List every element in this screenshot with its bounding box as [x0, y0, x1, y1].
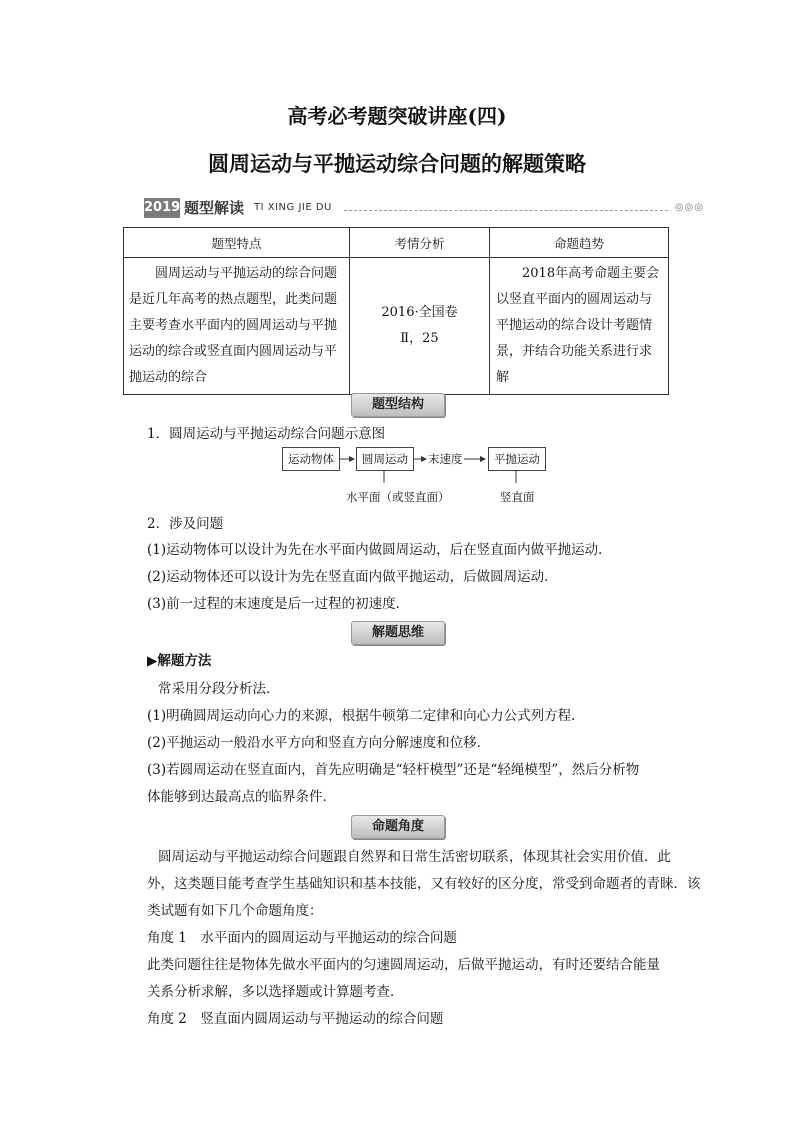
angles-intro-3: 类试题有如下几个命题角度：	[147, 903, 323, 919]
angle-2-title: 角度 2 竖直面内圆周运动与平抛运动的综合问题	[147, 1011, 444, 1027]
overview-table	[123, 227, 669, 395]
cell-trend	[490, 258, 669, 395]
lecture-title: 高考必考题突破讲座(四)	[287, 104, 507, 128]
analysis-line1: 2016·全国卷	[381, 305, 458, 320]
flow-label-plane: 水平面（或竖直面）	[346, 490, 450, 504]
angles-intro-1: 圆周运动与平抛运动综合问题跟自然界和日常生活密切联系，体现其社会实用价值．此	[158, 849, 671, 865]
method-intro: 常采用分段分析法．	[158, 681, 280, 697]
header-analysis: 考情分析	[350, 228, 490, 258]
header-trend: 命题趋势	[490, 228, 669, 258]
table-row	[124, 258, 669, 395]
lecture-subtitle: 圆周运动与平抛运动综合问题的解题策略	[208, 151, 586, 176]
banner-year: 2019	[144, 198, 180, 218]
issue-3: (3)前一过程的末速度是后一过程的初速度．	[147, 596, 410, 612]
flow-label-vertical: 竖直面	[500, 490, 535, 504]
flow-box-circular: 圆周运动	[356, 447, 414, 471]
method-heading: ▶解题方法	[147, 653, 212, 669]
cell-features	[124, 258, 350, 395]
issue-2: (2)运动物体还可以设计为先在竖直面内做平抛运动，后做圆周运动．	[147, 569, 558, 585]
banner-label-english: TI XING JIE DU	[254, 202, 332, 213]
flow-label-velocity: 末速度	[428, 452, 463, 466]
structure-item2: 2．涉及问题	[147, 516, 224, 532]
banner-label: 题型解读	[184, 199, 245, 217]
angle-1-title: 角度 1 水平面内的圆周运动与平抛运动的综合问题	[147, 930, 457, 946]
tab-thinking: 解题思维	[351, 621, 445, 645]
flow-box-projectile: 平抛运动	[488, 447, 546, 471]
analysis-line2: Ⅱ，25	[400, 331, 439, 346]
angle-1-line-2: 关系分析求解，多以选择题或计算题考查．	[147, 984, 404, 1000]
table-header-row	[124, 228, 669, 258]
section-banner	[144, 198, 704, 218]
tab-angles: 命题角度	[351, 815, 445, 839]
trend-text: 2018年高考命题主要会以竖直平面内的圆周运动与平抛运动的综合设计考题情景，并结合功能关系进行求解	[496, 266, 660, 385]
method-step-3-cont: 体能够到达最高点的临界条件．	[147, 789, 336, 805]
angles-intro-2: 外，这类题目能考查学生基础知识和基本技能，又有较好的区分度，常受到命题者的青睐．该	[147, 876, 701, 892]
banner-dots-icon: ◎◎◎	[674, 202, 704, 213]
issue-1: (1)运动物体可以设计为先在水平面内做圆周运动，后在竖直面内做平抛运动．	[147, 542, 612, 558]
features-text: 圆周运动与平抛运动的综合问题是近几年高考的热点题型，此类问题主要考查水平面内的圆周运动与平抛运动的综合或竖直面内圆周运动与平抛运动的综合	[129, 266, 338, 385]
method-step-1: (1)明确圆周运动向心力的来源，根据牛顿第二定律和向心力公式列方程．	[147, 708, 585, 724]
banner-rule	[344, 210, 668, 211]
method-step-2: (2)平抛运动一般沿水平方向和竖直方向分解速度和位移．	[147, 735, 491, 751]
flow-box-object: 运动物体	[282, 447, 340, 471]
flow-diagram	[280, 447, 550, 507]
angle-1-line-1: 此类问题往往是物体先做水平面内的匀速圆周运动，后做平抛运动，有时还要结合能量	[147, 957, 660, 973]
header-features: 题型特点	[124, 228, 350, 258]
structure-item1: 1．圆周运动与平抛运动综合问题示意图	[147, 426, 386, 442]
method-step-3: (3)若圆周运动在竖直面内，首先应明确是“轻杆模型”还是“轻绳模型”，然后分析物	[147, 762, 640, 778]
cell-analysis	[350, 258, 490, 395]
tab-structure: 题型结构	[351, 393, 445, 417]
